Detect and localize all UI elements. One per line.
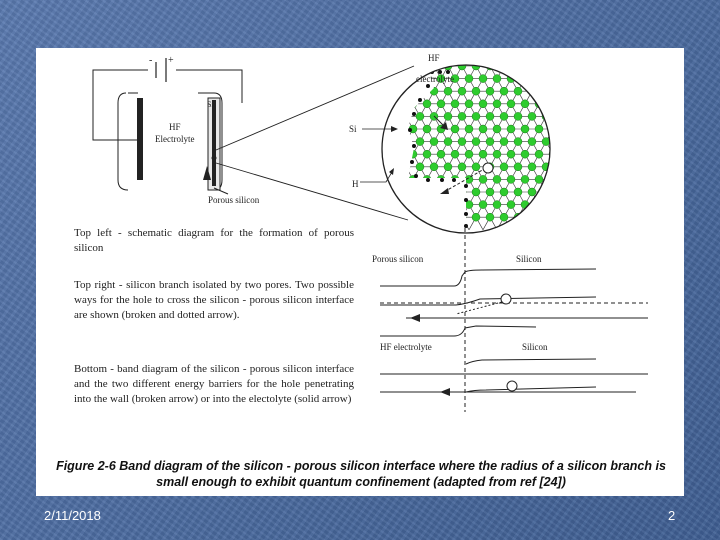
lattice-bond <box>574 79 581 92</box>
lattice-bond <box>385 91 392 104</box>
lattice-bond <box>553 142 560 155</box>
lattice-bond <box>560 167 567 180</box>
lattice-bond <box>581 116 588 129</box>
silicon-atom <box>577 75 585 83</box>
lattice-bond <box>560 205 567 218</box>
hydrogen-atom <box>464 212 468 216</box>
lattice-bond <box>546 79 553 92</box>
hydrogen-atom <box>464 184 468 188</box>
lattice-bond <box>553 217 560 230</box>
lattice-bond <box>574 104 581 117</box>
silicon-atom <box>500 213 508 221</box>
silicon-atom <box>514 112 522 120</box>
lattice-bond <box>525 79 532 92</box>
silicon-atom <box>479 150 487 158</box>
silicon-atom <box>535 75 543 83</box>
silicon-atom <box>521 175 529 183</box>
silicon-atom <box>423 100 431 108</box>
silicon-atom <box>528 138 536 146</box>
silicon-atom <box>570 62 578 70</box>
silicon-atom <box>556 163 564 171</box>
electrochemical-cell-schematic <box>93 58 242 194</box>
silicon-atom <box>430 62 438 70</box>
silicon-atom <box>500 62 508 70</box>
lattice-bond <box>567 154 574 167</box>
silicon-atom <box>563 125 571 133</box>
hydrogen-atom <box>426 178 430 182</box>
lattice-bond <box>392 66 399 79</box>
lattice-bond <box>574 116 581 129</box>
hydrogen-atom <box>408 128 412 132</box>
lattice-bond <box>574 205 581 218</box>
band-bottom-left-label: HF electrolyte <box>380 342 432 352</box>
lattice-bond <box>581 192 588 205</box>
silicon-atom <box>486 213 494 221</box>
lattice-bond <box>574 167 581 180</box>
silicon-atom <box>570 163 578 171</box>
zoom-si-label: Si <box>349 124 357 134</box>
lattice-bond <box>574 192 581 205</box>
lattice-bond <box>546 205 553 218</box>
band-top-right-label: Silicon <box>516 254 542 264</box>
silicon-atom <box>570 188 578 196</box>
silicon-atom <box>472 163 480 171</box>
lattice-bond <box>532 217 539 230</box>
silicon-atom <box>430 163 438 171</box>
silicon-atom <box>570 87 578 95</box>
silicon-atom <box>507 100 515 108</box>
silicon-atom <box>444 112 452 120</box>
silicon-atom <box>465 100 473 108</box>
lattice-bond <box>574 142 581 155</box>
slide-figure-panel <box>36 48 684 496</box>
hydrogen-atom <box>418 98 422 102</box>
lattice-bond <box>588 91 595 104</box>
lattice-bond <box>553 179 560 192</box>
porous-silicon-label: Porous silicon <box>208 195 260 205</box>
lattice-bond <box>532 79 539 92</box>
silicon-atom <box>472 138 480 146</box>
silicon-atom <box>416 62 424 70</box>
lattice-bond <box>588 205 595 218</box>
zoom-hf-line1: HF <box>428 53 440 63</box>
silicon-atom <box>549 75 557 83</box>
band-bottom-right-label: Silicon <box>522 342 548 352</box>
silicon-atom <box>535 125 543 133</box>
zoom-h-label: H <box>352 179 359 189</box>
silicon-atom <box>458 87 466 95</box>
lattice-bond <box>385 192 392 205</box>
silicon-atom <box>528 213 536 221</box>
lattice-bond <box>532 205 539 218</box>
silicon-atom <box>591 100 599 108</box>
lattice-bond <box>546 192 553 205</box>
hf-label-line1: HF <box>169 122 181 132</box>
silicon-atom <box>563 75 571 83</box>
lattice-bond <box>546 217 553 230</box>
lattice-bond <box>581 179 588 192</box>
lattice-bond <box>392 217 399 230</box>
description-bottom: Bottom - band diagram of the silicon - porous silicon interface and the two different energy barriers for the hole penetrating into the wall (broken arrow) or into the electolyte (solid arrow) <box>74 363 354 405</box>
silicon-atom <box>458 62 466 70</box>
silicon-atom <box>591 175 599 183</box>
silicon-atom <box>514 62 522 70</box>
silicon-atom <box>591 150 599 158</box>
lattice-bond <box>525 217 532 230</box>
band-bottom-labels <box>380 342 548 352</box>
silicon-atom <box>458 112 466 120</box>
lattice-bond <box>595 179 602 192</box>
silicon-atom <box>388 62 396 70</box>
silicon-atom <box>507 150 515 158</box>
lattice-bond <box>567 79 574 92</box>
silicon-atom <box>493 150 501 158</box>
silicon-atom <box>479 175 487 183</box>
silicon-atom <box>521 150 529 158</box>
silicon-atom <box>528 112 536 120</box>
silicon-atom <box>577 175 585 183</box>
lattice-bond <box>546 104 553 117</box>
lattice-bond <box>406 217 413 230</box>
silicon-atom <box>535 150 543 158</box>
lattice-bond <box>588 66 595 79</box>
lattice-bond <box>588 116 595 129</box>
lattice-bond <box>567 179 574 192</box>
lattice-bond <box>539 217 546 230</box>
lattice-bond <box>588 167 595 180</box>
lattice-bond <box>581 129 588 142</box>
lattice-bond <box>574 217 581 230</box>
silicon-atom <box>458 138 466 146</box>
lattice-bond <box>553 129 560 142</box>
lattice-bond <box>581 104 588 117</box>
silicon-atom <box>416 163 424 171</box>
lattice-bond <box>553 79 560 92</box>
silicon-atom <box>528 62 536 70</box>
lattice-bond <box>525 66 532 79</box>
silicon-atom <box>584 188 592 196</box>
silicon-atom <box>591 75 599 83</box>
lattice-bond <box>539 205 546 218</box>
band-diagram-top <box>380 269 648 336</box>
silicon-atom <box>500 188 508 196</box>
silicon-atom <box>535 175 543 183</box>
silicon-atom <box>514 87 522 95</box>
silicon-atom <box>402 62 410 70</box>
lattice-bond <box>546 91 553 104</box>
footer-date: 2/11/2018 <box>44 508 101 523</box>
lattice-bond <box>588 104 595 117</box>
silicon-atom <box>577 201 585 209</box>
lattice-bond <box>567 91 574 104</box>
silicon-atom <box>570 213 578 221</box>
silicon-atom <box>521 201 529 209</box>
hydrogen-atom <box>412 112 416 116</box>
footer-page-number: 2 <box>668 508 676 523</box>
silicon-atom <box>549 175 557 183</box>
silicon-atom <box>521 75 529 83</box>
silicon-atom <box>423 125 431 133</box>
lattice-bond <box>588 217 595 230</box>
lattice-bond <box>588 179 595 192</box>
silicon-atom <box>423 150 431 158</box>
silicon-atom <box>486 112 494 120</box>
lattice-bond <box>581 205 588 218</box>
hydrogen-atom <box>412 144 416 148</box>
lattice-bond <box>567 192 574 205</box>
silicon-atom <box>451 150 459 158</box>
lattice-bond <box>567 104 574 117</box>
lattice-bond <box>560 217 567 230</box>
silicon-atom <box>444 163 452 171</box>
silicon-atom <box>563 100 571 108</box>
silicon-atom <box>556 62 564 70</box>
silicon-atom <box>486 188 494 196</box>
lattice-bond <box>518 217 525 230</box>
silicon-atom <box>493 175 501 183</box>
silicon-atom <box>556 188 564 196</box>
silicon-atom <box>395 75 403 83</box>
silicon-atom <box>388 87 396 95</box>
lattice-bond <box>567 217 574 230</box>
lattice-bond <box>553 104 560 117</box>
silicon-atom <box>500 138 508 146</box>
silicon-atom <box>437 100 445 108</box>
silicon-atom <box>486 87 494 95</box>
silicon-atom <box>556 213 564 221</box>
silicon-atom <box>430 138 438 146</box>
battery-plus-label: + <box>168 55 174 66</box>
band-top-left-label: Porous silicon <box>372 254 424 264</box>
silicon-atom <box>584 138 592 146</box>
silicon-atom <box>549 100 557 108</box>
lattice-bond <box>595 154 602 167</box>
lattice-bond <box>553 167 560 180</box>
zoom-circle <box>376 62 609 238</box>
lattice-bond <box>560 192 567 205</box>
lattice-bond <box>511 66 518 79</box>
lattice-bond <box>546 179 553 192</box>
figure-drawing <box>36 48 684 496</box>
lattice-bond <box>595 79 602 92</box>
silicon-atom <box>556 87 564 95</box>
lattice-bond <box>539 66 546 79</box>
lattice-bond <box>581 91 588 104</box>
lattice-bond <box>560 179 567 192</box>
silicon-atom <box>437 150 445 158</box>
lattice-bond <box>588 129 595 142</box>
lattice-bond <box>581 79 588 92</box>
lattice-bond <box>567 116 574 129</box>
lattice-bond <box>595 104 602 117</box>
band-top-arrowhead <box>410 314 420 322</box>
silicon-atom <box>465 125 473 133</box>
silicon-atom <box>416 138 424 146</box>
lattice-bond <box>399 79 406 92</box>
lattice-bond <box>567 129 574 142</box>
lattice-bond <box>560 154 567 167</box>
silicon-atom <box>556 138 564 146</box>
silicon-atom <box>472 188 480 196</box>
silicon-atom <box>465 75 473 83</box>
silicon-atom <box>556 112 564 120</box>
band-diagram-bottom <box>380 359 648 392</box>
lattice-bond <box>560 66 567 79</box>
lattice-bond <box>588 154 595 167</box>
silicon-atom <box>577 125 585 133</box>
lattice-bond <box>553 91 560 104</box>
silicon-atom <box>500 87 508 95</box>
lattice-bond <box>539 91 546 104</box>
silicon-atom <box>493 201 501 209</box>
battery-minus-label: - <box>149 55 153 66</box>
silicon-atom <box>479 100 487 108</box>
lattice-bond <box>553 192 560 205</box>
description-top-right: Top right - silicon branch isolated by two pores. Two possible ways for the hole to cross the silicon - porous silicon interface are shown (broken and dotted arrow). <box>74 279 354 321</box>
silicon-atom <box>500 112 508 120</box>
silicon-atom <box>584 112 592 120</box>
silicon-atom <box>479 201 487 209</box>
silicon-atom <box>514 188 522 196</box>
silicon-atom <box>549 125 557 133</box>
lattice-bond <box>385 217 392 230</box>
hydrogen-atom <box>464 198 468 202</box>
hydrogen-atom <box>414 174 418 178</box>
silicon-atom <box>493 100 501 108</box>
silicon-atom <box>577 100 585 108</box>
silicon-atom <box>584 213 592 221</box>
lattice-bond <box>553 66 560 79</box>
lattice-bond <box>518 66 525 79</box>
silicon-atom <box>535 201 543 209</box>
silicon-atom <box>500 163 508 171</box>
silicon-atom <box>584 87 592 95</box>
silicon-atom <box>493 125 501 133</box>
lattice-bond <box>546 66 553 79</box>
silicon-atom <box>451 125 459 133</box>
lattice-bond <box>560 116 567 129</box>
silicon-atom <box>563 201 571 209</box>
lattice-bond <box>553 205 560 218</box>
lattice-bond <box>581 217 588 230</box>
lattice-bond <box>581 142 588 155</box>
description-top-left: Top left - schematic diagram for the formation of porous silicon <box>74 227 354 254</box>
silicon-atom <box>521 100 529 108</box>
band-bottom-arrowhead <box>440 388 450 396</box>
lattice-bond <box>581 66 588 79</box>
lattice-bond <box>567 66 574 79</box>
silicon-atom <box>514 138 522 146</box>
silicon-atom <box>472 112 480 120</box>
silicon-atom <box>486 138 494 146</box>
lattice-bond <box>539 79 546 92</box>
lattice-bond <box>560 79 567 92</box>
silicon-atom <box>577 150 585 158</box>
silicon-atom <box>507 201 515 209</box>
lattice-bond <box>588 192 595 205</box>
lattice-bond <box>588 79 595 92</box>
lattice-bond <box>539 192 546 205</box>
lattice-bond <box>560 91 567 104</box>
lattice-bond <box>560 142 567 155</box>
lattice-bond <box>595 129 602 142</box>
silicon-atom <box>458 163 466 171</box>
silicon-atom <box>528 163 536 171</box>
silicon-atom <box>507 125 515 133</box>
silicon-atom <box>472 87 480 95</box>
silicon-atom <box>402 213 410 221</box>
silicon-atom <box>507 175 515 183</box>
silicon-atom <box>584 62 592 70</box>
silicon-atom <box>570 138 578 146</box>
silicon-atom <box>549 201 557 209</box>
lattice-bond <box>574 66 581 79</box>
hf-label-line2: Electrolyte <box>155 134 195 144</box>
silicon-atom <box>451 100 459 108</box>
lattice-bond <box>574 129 581 142</box>
silicon-atom <box>591 201 599 209</box>
silicon-atom <box>472 213 480 221</box>
silicon-atom <box>416 112 424 120</box>
zoom-hf-line2: electrolyte <box>416 74 454 84</box>
silicon-atom <box>563 150 571 158</box>
silicon-atom <box>542 62 550 70</box>
silicon-atom <box>542 188 550 196</box>
silicon-atom <box>563 175 571 183</box>
silicon-atom <box>521 125 529 133</box>
lattice-bond <box>532 66 539 79</box>
lattice-bond <box>553 116 560 129</box>
lattice-bond <box>567 167 574 180</box>
hydrogen-atom <box>410 160 414 164</box>
lattice-bond <box>574 91 581 104</box>
hydrogen-atom <box>452 178 456 182</box>
silicon-atom <box>528 188 536 196</box>
silicon-atom <box>591 125 599 133</box>
si-electrode-label: Si <box>207 100 214 109</box>
lattice-bond <box>392 79 399 92</box>
silicon-atom <box>514 163 522 171</box>
lattice-bond <box>567 205 574 218</box>
lattice-bond <box>581 154 588 167</box>
silicon-atom <box>542 213 550 221</box>
silicon-atom <box>584 163 592 171</box>
silicon-atom <box>542 87 550 95</box>
lattice-bond <box>567 142 574 155</box>
lattice-bond <box>595 205 602 218</box>
lattice-bond <box>588 142 595 155</box>
figure-caption: Figure 2-6 Band diagram of the silicon - porous silicon interface where the radius of a silicon branch is small enough to exhibit quantum confinement (adapted from ref [24]) <box>56 459 666 489</box>
lattice-bond <box>574 154 581 167</box>
silicon-atom <box>444 87 452 95</box>
hydrogen-atom <box>440 178 444 182</box>
lattice-bond <box>560 129 567 142</box>
silicon-atom <box>570 112 578 120</box>
hydrogen-atom <box>464 224 468 228</box>
lattice-bond <box>574 179 581 192</box>
band-top-labels <box>372 254 542 264</box>
silicon-atom <box>493 75 501 83</box>
silicon-atom <box>479 125 487 133</box>
lattice-bond <box>581 167 588 180</box>
silicon-atom <box>465 150 473 158</box>
lattice-bond <box>553 154 560 167</box>
lattice-bond <box>560 104 567 117</box>
hydrogen-atom <box>426 84 430 88</box>
silicon-atom <box>444 138 452 146</box>
silicon-atom <box>479 75 487 83</box>
